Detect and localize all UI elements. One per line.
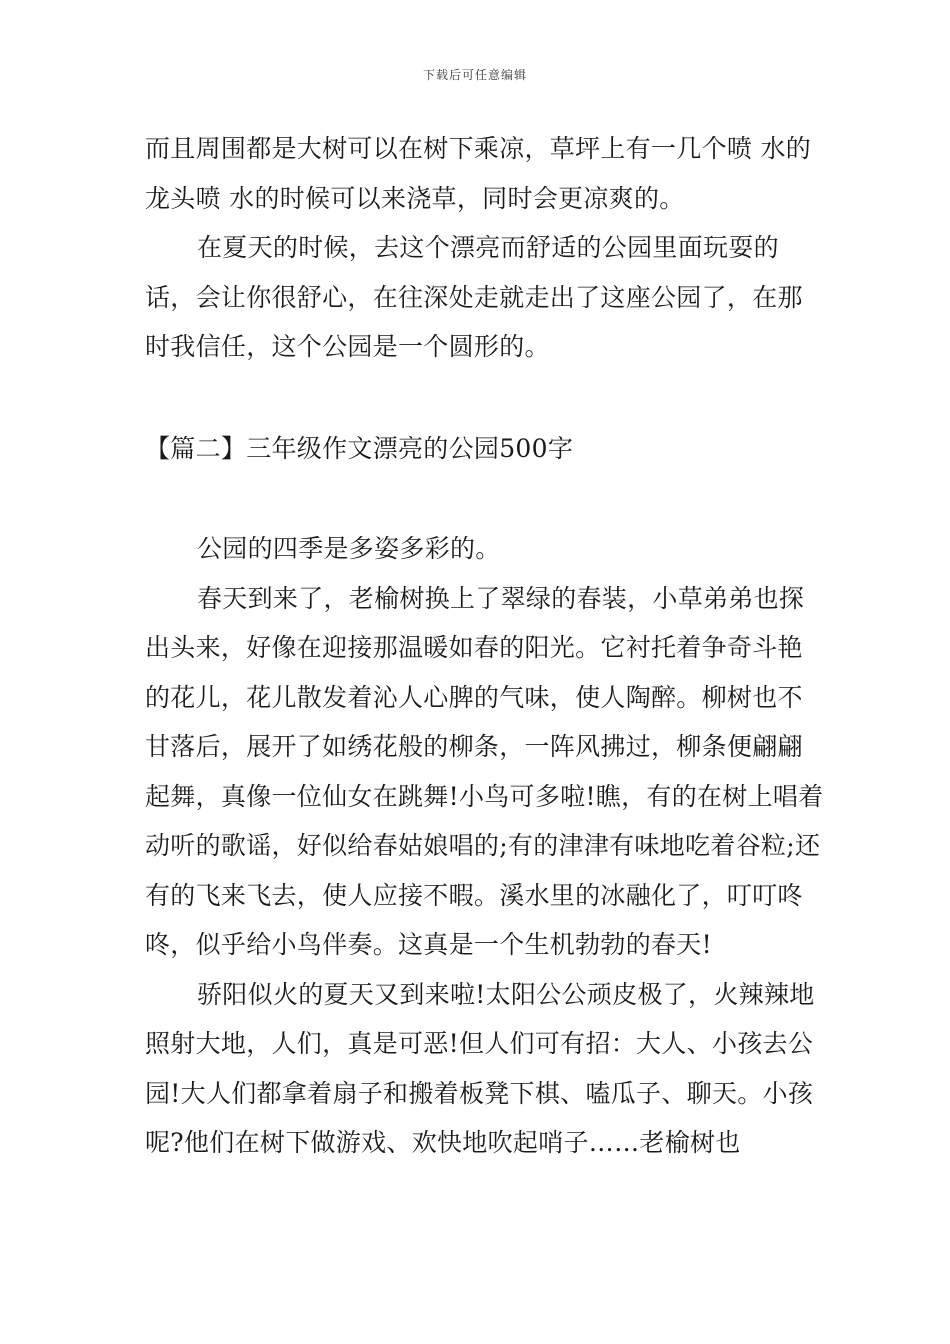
paragraph: 春天到来了，老榆树换上了翠绿的春装，小草弟弟也探出头来，好像在迎接那温暖如春的阳光。它衬托着争奇斗艳的花儿，花儿散发着沁人心脾的气味，使人陶醉。柳树也不甘落后，展开了如绣花般的柳条，一阵风拂过，柳条便翩翩起舞，真像一位仙女在跳舞!小鸟可多啦!瞧，有的在树上唱着动听的歌谣，好似给春姑娘唱的;有的津津有味地吃着谷粒;还有的飞来飞去，使人应接不暇。溪水里的冰融化了，叮叮咚咚，似乎给小鸟伴奏。这真是一个生机勃勃的春天!	[145, 583, 824, 959]
paragraph: 公园的四季是多姿多彩的。	[197, 534, 501, 563]
section-heading: 【篇二】三年级作文漂亮的公园500字	[145, 434, 574, 463]
section2-body	[145, 524, 825, 1168]
paragraph: 而且周围都是大树可以在树下乘凉，草坪上有一几个喷 水的龙头喷 水的时候可以来浇草，同时会更凉爽的。	[145, 134, 812, 213]
paragraph: 骄阳似火的夏天又到来啦!太阳公公顽皮极了，火辣辣地照射大地，人们，真是可恶!但人们可有招：大人、小孩去公园!大人们都拿着扇子和搬着板凳下棋、嗑瓜子、聊天。小孩呢?他们在树下做游戏、欢快地吹起哨子……老榆树也	[145, 979, 815, 1157]
paragraph: 在夏天的时候，去这个漂亮而舒适的公园里面玩耍的话，会让你很舒心，在往深处走就走出了这座公园了，在那时我信任，这个公园是一个圆形的。	[145, 233, 803, 361]
section1-body	[145, 124, 825, 372]
header-note: 下载后可任意编辑	[422, 68, 527, 82]
